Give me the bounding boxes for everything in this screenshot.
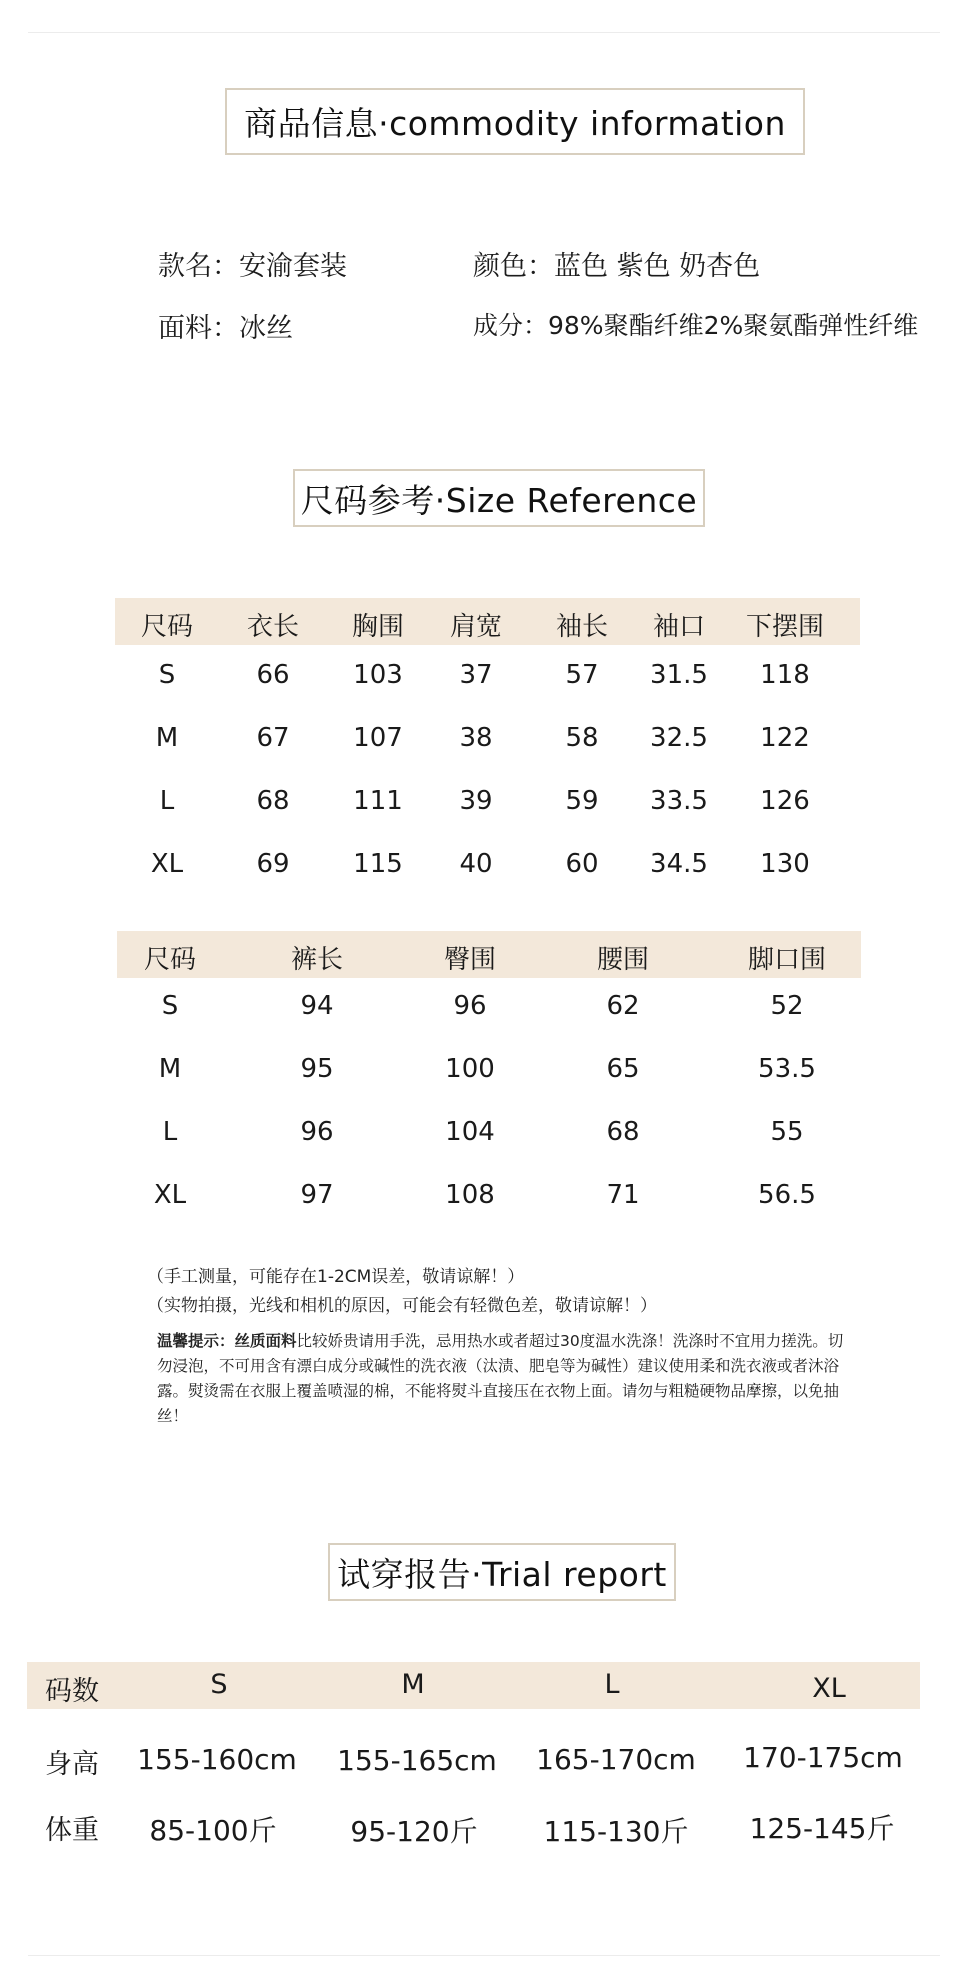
header-cell: 袖口 (652, 612, 705, 642)
table-cell: S (158, 660, 176, 690)
table-cell: 53.5 (758, 1054, 816, 1084)
table-cell: 57 (565, 660, 599, 690)
header-cell: 臀围 (443, 945, 496, 975)
style-name: 款名：安渝套装 (158, 251, 347, 282)
table-cell: XL (153, 1180, 187, 1210)
pants-size-table (117, 931, 861, 1231)
table-row (117, 1180, 861, 1227)
table-cell: 59 (565, 786, 599, 816)
header-cell: XL (812, 1673, 846, 1704)
table-cell: 65 (606, 1054, 640, 1084)
table-cell: M (158, 1054, 182, 1084)
size-reference-title: 尺码参考·Size Reference (293, 469, 705, 527)
header-cell: L (604, 1669, 620, 1700)
table-row (115, 723, 860, 770)
table-cell: 33.5 (650, 786, 708, 816)
height-value: 155-160cm (137, 1743, 297, 1776)
bottom-divider (28, 1955, 940, 1956)
table-cell: 67 (256, 723, 290, 753)
table-cell: 71 (606, 1180, 640, 1210)
header-cell: 码数 (45, 1676, 99, 1707)
color-note: （实物拍摄，光线和相机的原因，可能会有轻微色差，敬请谅解！） (147, 1296, 657, 1316)
table-cell: XL (150, 849, 184, 879)
table-row (115, 849, 860, 896)
header-cell: 肩宽 (449, 612, 502, 642)
table-cell: 115 (353, 849, 403, 879)
table-cell: M (155, 723, 179, 753)
weight-value: 95-120斤 (350, 1815, 478, 1848)
fabric: 面料：冰丝 (158, 313, 293, 344)
height-value: 170-175cm (743, 1741, 903, 1774)
table-cell: 100 (445, 1054, 495, 1084)
tip-text: 比较娇贵请用手洗，忌用热水或者超过30度温水洗涤！洗涤时不宜用力搓洗。切勿浸泡，不可用含有漂白成分或碱性的洗衣液（汰渍、肥皂等为碱性）建议使用柔和洗衣液或者沐浴露。熨烫需在衣服上覆盖喷湿的棉，不能将熨斗直接压在衣物上面。请勿与粗糙硬物品摩擦，以免抽丝！ (157, 1332, 844, 1425)
care-tip (157, 1329, 845, 1429)
header-cell: 尺码 (140, 612, 193, 642)
header-cell: 胸围 (351, 612, 404, 642)
height-value: 165-170cm (536, 1743, 696, 1776)
table-cell: 32.5 (650, 723, 708, 753)
table-row (117, 1117, 861, 1164)
table-cell: 66 (256, 660, 290, 690)
top-divider (28, 32, 940, 33)
table-cell: 56.5 (758, 1180, 816, 1210)
height-value: 155-165cm (337, 1744, 497, 1777)
header-cell: M (401, 1669, 425, 1700)
table-cell: 34.5 (650, 849, 708, 879)
table-cell: 122 (760, 723, 810, 753)
table-cell: 69 (256, 849, 290, 879)
table-row (115, 660, 860, 707)
colors: 颜色：蓝色 紫色 奶杏色 (473, 251, 761, 282)
header-cell: S (210, 1669, 228, 1700)
table-cell: 111 (353, 786, 403, 816)
table-cell: 96 (300, 1117, 334, 1147)
table-cell: 94 (300, 991, 334, 1021)
table-cell: 95 (300, 1054, 334, 1084)
table-cell: 68 (606, 1117, 640, 1147)
table-cell: 96 (453, 991, 487, 1021)
tip-fabric: 丝质面料 (234, 1332, 297, 1350)
weight-value: 115-130斤 (543, 1815, 689, 1848)
trial-report-table (27, 1662, 920, 1862)
table-cell: 52 (770, 991, 804, 1021)
table-cell: 104 (445, 1117, 495, 1147)
table-cell: 55 (770, 1117, 804, 1147)
table-cell: L (162, 1117, 178, 1147)
table-row (115, 786, 860, 833)
measurement-note: （手工测量，可能存在1-2CM误差，敬请谅解！） (147, 1267, 525, 1287)
weight-value: 125-145斤 (749, 1812, 895, 1845)
table-cell: 60 (565, 849, 599, 879)
height-label: 身高 (45, 1749, 99, 1780)
header-cell: 下摆围 (745, 612, 824, 642)
header-cell: 尺码 (143, 945, 196, 975)
trial-report-title: 试穿报告·Trial report (328, 1543, 676, 1601)
header-cell: 腰围 (596, 945, 649, 975)
table-cell: L (159, 786, 175, 816)
header-cell: 脚口围 (747, 945, 826, 975)
top-size-table (115, 598, 860, 898)
table-cell: 39 (459, 786, 493, 816)
table-cell: 62 (606, 991, 640, 1021)
weight-label: 体重 (45, 1815, 99, 1846)
table-cell: 107 (353, 723, 403, 753)
table-cell: 130 (760, 849, 810, 879)
table-cell: 31.5 (650, 660, 708, 690)
header-cell: 衣长 (246, 612, 299, 642)
tip-label: 温馨提示： (157, 1332, 235, 1350)
table-cell: S (161, 991, 179, 1021)
table-cell: 103 (353, 660, 403, 690)
table-cell: 37 (459, 660, 493, 690)
table-cell: 97 (300, 1180, 334, 1210)
weight-value: 85-100斤 (149, 1814, 277, 1847)
table-cell: 38 (459, 723, 493, 753)
table-cell: 58 (565, 723, 599, 753)
table-cell: 118 (760, 660, 810, 690)
header-cell: 袖长 (555, 612, 608, 642)
table-cell: 108 (445, 1180, 495, 1210)
header-cell: 裤长 (290, 945, 343, 975)
table-cell: 68 (256, 786, 290, 816)
table-cell: 40 (459, 849, 493, 879)
table-cell: 126 (760, 786, 810, 816)
commodity-info-title: 商品信息·commodity information (225, 88, 805, 155)
table-row (117, 1054, 861, 1101)
composition: 成分：98%聚酯纤维2%聚氨酯弹性纤维 (473, 311, 919, 340)
table-row (117, 991, 861, 1038)
